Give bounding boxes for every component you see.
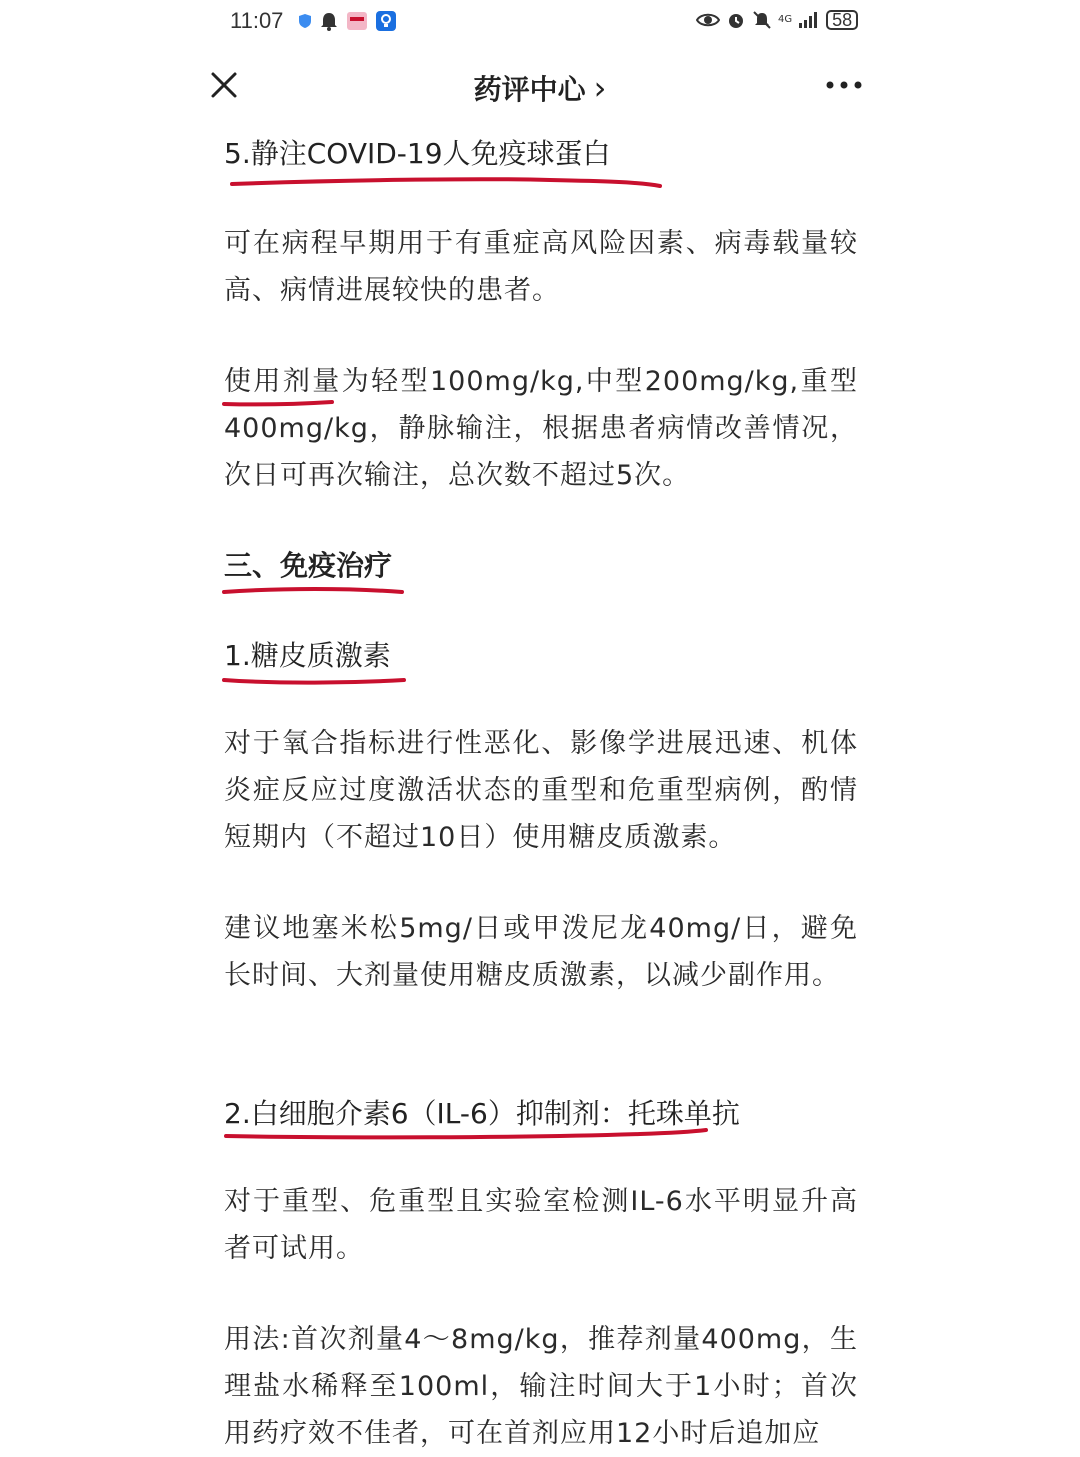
bell-icon	[320, 11, 338, 31]
signal-icon	[798, 11, 820, 29]
heading-steroid-block	[224, 632, 391, 680]
heading-ivig: 5.静注COVID-19人免疫球蛋白	[224, 137, 611, 170]
nav-title-link[interactable]	[474, 68, 607, 108]
bulb-app-icon	[376, 11, 396, 31]
heading-immunotherapy: 三、免疫治疗	[224, 549, 393, 582]
more-button[interactable]	[822, 68, 866, 102]
heading-section3-block	[224, 542, 392, 590]
paragraph-ivig-dosage-block	[224, 358, 858, 499]
status-notification-icons	[298, 11, 396, 31]
app-badge-icon	[346, 11, 368, 31]
status-time: 11:07	[230, 8, 284, 33]
mute-icon	[752, 10, 772, 30]
nav-bar	[0, 54, 1080, 118]
heading-il6-inhibitor: 2.白细胞介素6（IL-6）抑制剂：托珠单抗	[224, 1097, 740, 1130]
paragraph-steroid-dosage: 建议地塞米松5mg/日或甲泼尼龙40mg/日，避免长时间、大剂量使用糖皮质激素，以减少副作用。	[224, 913, 858, 991]
network-type: 4G	[778, 14, 793, 25]
eye-icon	[696, 11, 720, 29]
battery-indicator: 58	[826, 10, 858, 30]
paragraph-il6-dosage: 用法:首次剂量4～8mg/kg，推荐剂量400mg，生理盐水稀释至100ml，输注时间大于1小时；首次用药疗效不佳者，可在首剂应用12小时后追加应	[224, 1324, 858, 1449]
status-system-icons	[696, 10, 858, 30]
heading-glucocorticoid: 1.糖皮质激素	[224, 639, 391, 672]
status-bar	[0, 0, 1080, 44]
heading-ivig-block	[224, 130, 611, 178]
paragraph-ivig-indication: 可在病程早期用于有重症高风险因素、病毒载量较高、病情进展较快的患者。	[224, 228, 858, 306]
heading-il6-block	[224, 1090, 740, 1138]
paragraph-ivig-dosage: 使用剂量为轻型100mg/kg,中型200mg/kg,重型400mg/kg，静脉输注，根据患者病情改善情况，次日可再次输注，总次数不超过5次。	[224, 366, 858, 491]
alarm-icon	[726, 10, 746, 30]
nav-title-container	[0, 68, 1080, 108]
more-horizontal-icon	[822, 68, 866, 102]
paragraph-il6-indication: 对于重型、危重型且实验室检测IL-6水平明显升高者可试用。	[224, 1186, 858, 1264]
chevron-right-icon: ›	[593, 69, 607, 107]
page-title: 药评中心	[473, 73, 586, 106]
shield-icon	[298, 13, 312, 29]
paragraph-steroid-indication: 对于氧合指标进行性恶化、影像学进展迅速、机体炎症反应过度激活状态的重型和危重型病例，酌情短期内（不超过10日）使用糖皮质激素。	[224, 728, 858, 853]
